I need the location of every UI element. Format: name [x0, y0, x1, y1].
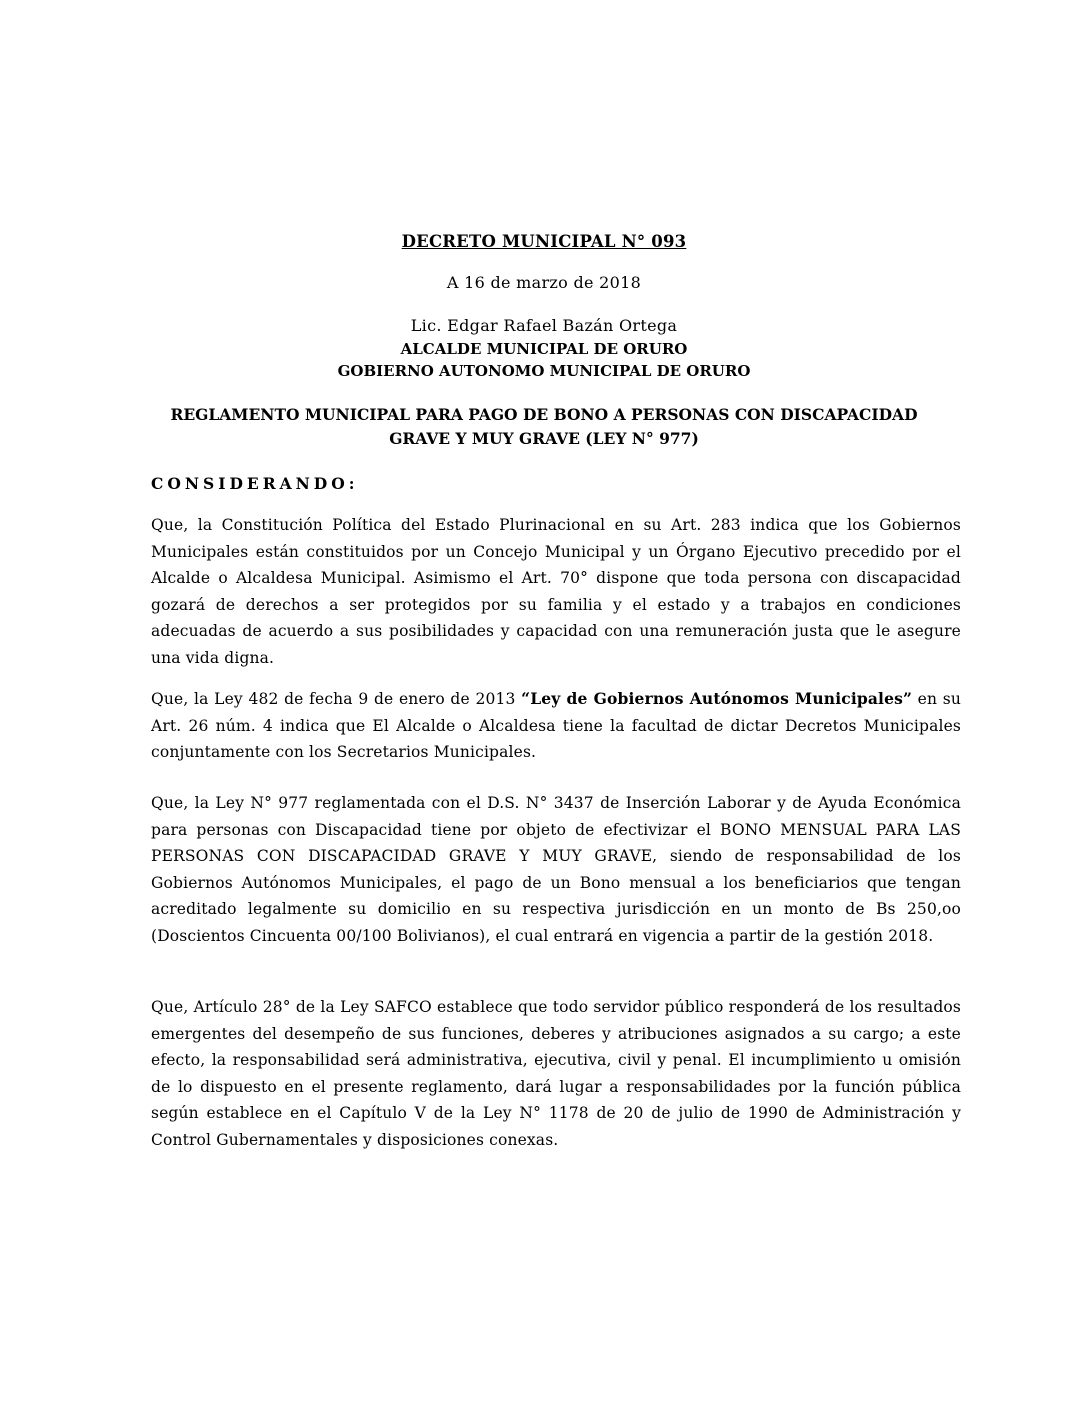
- author-role: ALCALDE MUNICIPAL DE ORURO: [400, 340, 688, 358]
- decree-title: DECRETO MUNICIPAL N° 093: [401, 232, 687, 251]
- paragraph-constitution: Que, la Constitución Política del Estado Plurinacional en su Art. 283 indica que los Gobiernos Municipales están constituidos por un Concejo Municipal y un Órgano Ejecutivo precedido por el Alcalde o Alcaldesa Municipal. Asimismo el Art. 70° dispone que toda persona con discapacidad gozará de derechos a ser protegidos por su familia y el estado y a trabajos en condiciones adecuadas de acuerdo a sus posibilidades y capacidad con una remuneración justa que le asegure una vida digna.: [151, 516, 961, 667]
- law-name-emphasis: “Ley de Gobiernos Autónomos Municipales”: [521, 689, 913, 708]
- paragraph-ley-482-rest: en su Art. 26 núm. 4 indica que El Alcalde o Alcaldesa tiene la facultad de dictar Decretos Municipales conjuntamente con los Secretarios Municipales.: [151, 690, 961, 761]
- author-institution: GOBIERNO AUTONOMO MUNICIPAL DE ORURO: [337, 362, 751, 380]
- considerando-heading: CONSIDERANDO:: [151, 474, 359, 493]
- paragraph-ley-482-intro: Que, la Ley 482 de fecha 9 de enero de 2013: [151, 690, 522, 708]
- subject-line-2: GRAVE Y MUY GRAVE (LEY N° 977): [389, 429, 699, 448]
- paragraph-ley-977: Que, la Ley N° 977 reglamentada con el D.S. N° 3437 de Inserción Laborar y de Ayuda Económica para personas con Discapacidad tiene por objeto de efectivizar el BONO MENSUAL PARA LAS PERSONAS CON DISCAPACIDAD GRAVE Y MUY GRAVE, siendo de responsabilidad de los Gobiernos Autónomos Municipales, el pago de un Bono mensual a los beneficiarios que tengan acreditado legalmente su domicilio en su respectiva jurisdicción en un monto de Bs 250,oo (Doscientos Cincuenta 00/100 Bolivianos), el cual entrará en vigencia a partir de la gestión 2018.: [151, 794, 961, 945]
- author-name: Lic. Edgar Rafael Bazán Ortega: [410, 316, 678, 335]
- subject-line-1: REGLAMENTO MUNICIPAL PARA PAGO DE BONO A PERSONAS CON DISCAPACIDAD: [170, 405, 918, 424]
- decree-date: A 16 de marzo de 2018: [446, 273, 642, 292]
- paragraph-ley-safco: Que, Artículo 28° de la Ley SAFCO establece que todo servidor público responderá de los resultados emergentes del desempeño de sus funciones, deberes y atribuciones asignados a su cargo; a este efecto, la responsabilidad será administrativa, ejecutiva, civil y penal. El incumplimiento u omisión de lo dispuesto en el presente reglamento, dará lugar a responsabilidades por la función pública según establece en el Capítulo V de la Ley N° 1178 de 20 de julio de 1990 de Administración y Control Gubernamentales y disposiciones conexas.: [151, 998, 961, 1149]
- paragraph-ley-482: [151, 686, 961, 766]
